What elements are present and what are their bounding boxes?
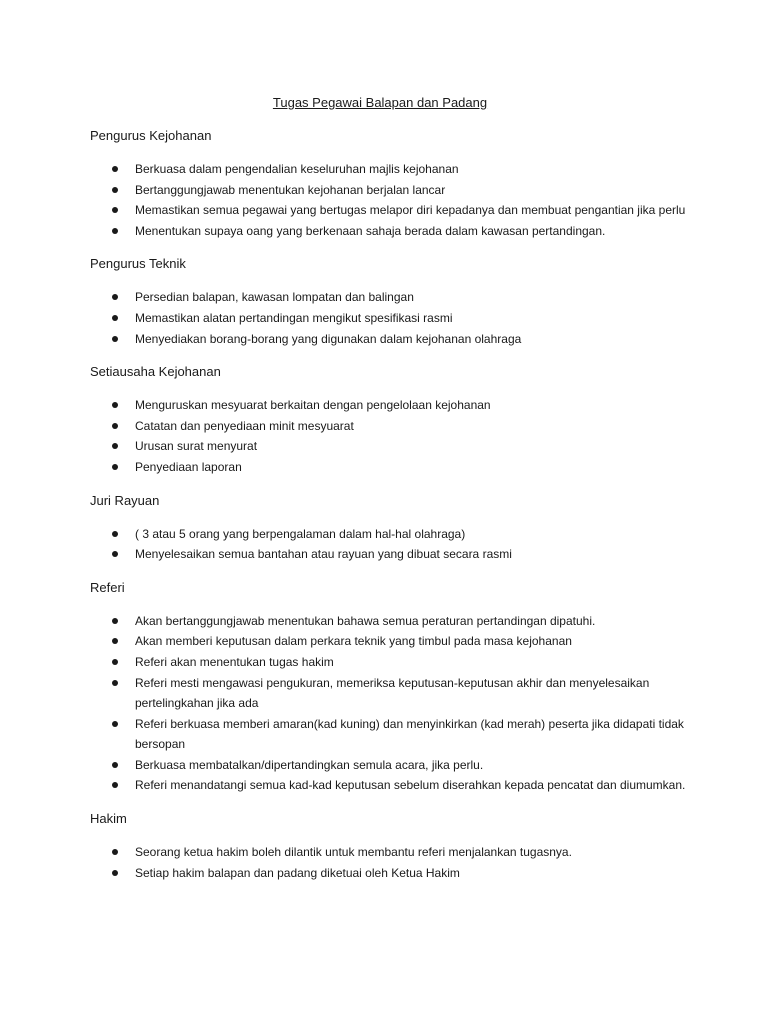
bullet-icon	[112, 659, 118, 665]
bullet-icon	[112, 551, 118, 557]
list-item	[90, 457, 690, 478]
list-item-text: Menentukan supaya oang yang berkenaan sahaja berada dalam kawasan pertandingan.	[135, 223, 606, 238]
bullet-icon	[112, 423, 118, 429]
list-item	[90, 544, 690, 565]
list-item-text: Referi akan menentukan tugas hakim	[135, 654, 334, 669]
list-item-text: Menyelesaikan semua bantahan atau rayuan yang dibuat secara rasmi	[135, 547, 512, 562]
list-item	[90, 200, 690, 221]
sections-container	[90, 127, 690, 897]
section	[90, 363, 690, 477]
list-item	[90, 611, 690, 632]
bullet-list	[90, 395, 690, 477]
list-item	[90, 436, 690, 457]
bullet-icon	[112, 207, 118, 213]
list-item-text: Berkuasa dalam pengendalian keseluruhan majlis kejohanan	[135, 162, 459, 176]
section-heading: Setiausaha Kejohanan	[90, 364, 221, 380]
section-heading: Pengurus Teknik	[90, 256, 186, 272]
list-item	[90, 287, 690, 308]
bullet-icon	[112, 228, 118, 234]
list-item-text: Penyediaan laporan	[135, 459, 242, 474]
bullet-icon	[112, 870, 118, 876]
list-item-text: Persedian balapan, kawasan lompatan dan balingan	[135, 290, 414, 305]
section-heading: Juri Rayuan	[90, 492, 160, 508]
list-item-text: Menguruskan mesyuarat berkaitan dengan pengelolaan kejohanan	[135, 398, 491, 413]
bullet-list	[90, 287, 690, 349]
bullet-icon	[112, 315, 118, 321]
bullet-icon	[112, 721, 118, 727]
document-title: Tugas Pegawai Balapan dan Padang	[272, 95, 488, 110]
bullet-icon	[112, 166, 118, 172]
list-item-text: Catatan dan penyediaan minit mesyuarat	[135, 418, 354, 433]
list-item	[90, 842, 690, 863]
section	[90, 127, 690, 241]
list-item-text: Memastikan alatan pertandingan mengikut spesifikasi rasmi	[135, 310, 453, 325]
bullet-icon	[112, 443, 118, 449]
list-item-text: Referi mesti mengawasi pengukuran, memeriksa keputusan-keputusan akhir dan menyelesaikan pertelingkahan jika ada	[135, 675, 650, 711]
list-item	[90, 631, 690, 652]
bullet-icon	[112, 187, 118, 193]
list-item	[90, 329, 690, 350]
list-item	[90, 652, 690, 673]
list-item-text: Berkuasa membatalkan/dipertandingkan semula acara, jika perlu.	[135, 757, 484, 772]
list-item-text: Referi menandatangi semua kad-kad keputusan sebelum diserahkan kepada pencatat dan diumumkan.	[135, 778, 686, 793]
bullet-icon	[112, 638, 118, 644]
bullet-icon	[112, 294, 118, 300]
list-item	[90, 180, 690, 201]
bullet-icon	[112, 336, 118, 342]
section-heading: Referi	[90, 579, 125, 595]
list-item-text: ( 3 atau 5 orang yang berpengalaman dalam hal-hal olahraga)	[135, 526, 466, 541]
bullet-icon	[112, 762, 118, 768]
bullet-list	[90, 159, 690, 241]
list-item	[90, 524, 690, 545]
list-item	[90, 775, 690, 796]
list-item	[90, 308, 690, 329]
bullet-icon	[112, 680, 118, 686]
bullet-list	[90, 524, 690, 565]
section-heading: Pengurus Kejohanan	[90, 128, 212, 143]
list-item-text: Memastikan semua pegawai yang bertugas melapor diri kepadanya dan membuat pengantian jika perlu	[135, 203, 686, 218]
list-item-text: Urusan surat menyurat	[135, 439, 258, 454]
list-item	[90, 714, 690, 755]
list-item	[90, 159, 690, 180]
bullet-icon	[112, 531, 118, 537]
bullet-icon	[112, 618, 118, 624]
bullet-icon	[112, 402, 118, 408]
list-item	[90, 395, 690, 416]
list-item	[90, 755, 690, 776]
list-item-text: Seorang ketua hakim boleh dilantik untuk membantu referi menjalankan tugasnya.	[135, 845, 572, 860]
section	[90, 579, 690, 796]
list-item-text: Referi berkuasa memberi amaran(kad kuning) dan menyinkirkan (kad merah) peserta jika didapati tidak bersopan	[135, 716, 684, 752]
section-heading: Hakim	[90, 811, 127, 827]
list-item-text: Menyediakan borang-borang yang digunakan dalam kejohanan olahraga	[135, 331, 522, 346]
list-item-text: Setiap hakim balapan dan padang diketuai oleh Ketua Hakim	[135, 865, 460, 880]
list-item	[90, 863, 690, 884]
list-item-text: Bertanggungjawab menentukan kejohanan berjalan lancar	[135, 182, 446, 197]
section	[90, 492, 690, 565]
section	[90, 255, 690, 349]
list-item	[90, 221, 690, 242]
section	[90, 810, 690, 883]
bullet-list	[90, 611, 690, 796]
bullet-icon	[112, 464, 118, 470]
list-item	[90, 416, 690, 437]
bullet-icon	[112, 849, 118, 855]
bullet-icon	[112, 782, 118, 788]
list-item-text: Akan bertanggungjawab menentukan bahawa semua peraturan pertandingan dipatuhi.	[135, 613, 596, 628]
list-item	[90, 673, 690, 714]
list-item-text: Akan memberi keputusan dalam perkara teknik yang timbul pada masa kejohanan	[135, 634, 572, 649]
bullet-list	[90, 842, 690, 883]
